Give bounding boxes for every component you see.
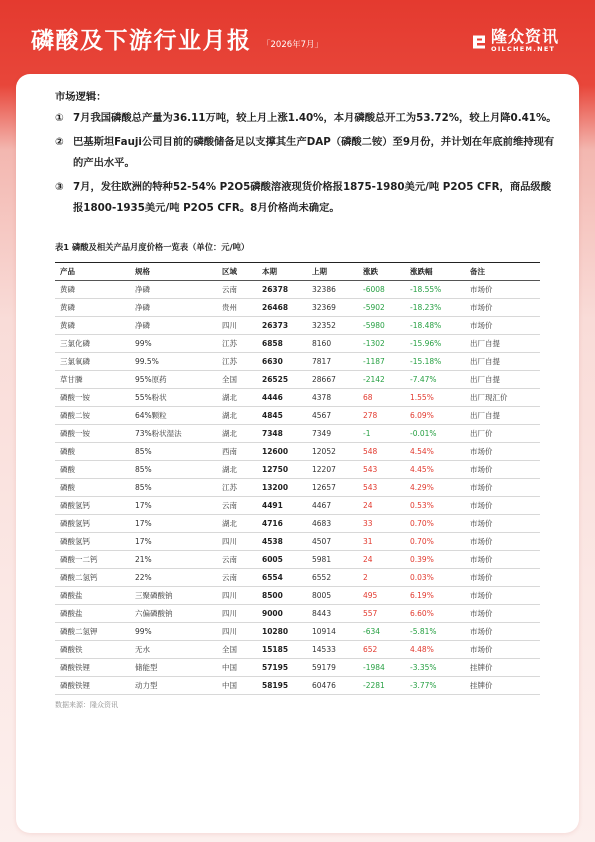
cell-current: 26373 [257, 317, 307, 335]
cell-change: 68 [358, 389, 405, 407]
cell-change: 33 [358, 515, 405, 533]
cell-previous: 14533 [307, 641, 358, 659]
cell-change: 24 [358, 497, 405, 515]
cell-previous: 12207 [307, 461, 358, 479]
cell-region: 云南 [217, 497, 257, 515]
cell-current: 26378 [257, 281, 307, 299]
column-header-change-pct: 涨跌幅 [405, 263, 465, 281]
cell-region: 贵州 [217, 299, 257, 317]
cell-region: 云南 [217, 551, 257, 569]
cell-note: 市场价 [465, 443, 540, 461]
cell-spec: 储能型 [130, 659, 217, 677]
cell-change-pct: 6.09% [405, 407, 465, 425]
cell-note: 市场价 [465, 479, 540, 497]
column-header-product: 产品 [55, 263, 130, 281]
cell-note: 市场价 [465, 551, 540, 569]
cell-note: 出厂自提 [465, 353, 540, 371]
cell-previous: 8160 [307, 335, 358, 353]
cell-spec: 净磷 [130, 281, 217, 299]
cell-current: 57195 [257, 659, 307, 677]
report-title: 磷酸及下游行业月报 [31, 28, 252, 54]
cell-change-pct: -7.47% [405, 371, 465, 389]
table-row [55, 497, 540, 515]
table-row [55, 443, 540, 461]
cell-spec: 85% [130, 479, 217, 497]
cell-region: 湖北 [217, 389, 257, 407]
cell-spec: 净磷 [130, 317, 217, 335]
cell-spec: 85% [130, 443, 217, 461]
cell-spec: 动力型 [130, 677, 217, 695]
cell-current: 12600 [257, 443, 307, 461]
cell-region: 四川 [217, 317, 257, 335]
table-caption: 表1 磷酸及相关产品月度价格一览表（单位：元/吨） [55, 242, 250, 252]
table-row [55, 623, 540, 641]
cell-product: 磷酸盐 [55, 587, 130, 605]
cell-region: 湖北 [217, 425, 257, 443]
cell-previous: 8005 [307, 587, 358, 605]
cell-change: -5902 [358, 299, 405, 317]
table-row [55, 479, 540, 497]
cell-previous: 12052 [307, 443, 358, 461]
cell-note: 市场价 [465, 533, 540, 551]
cell-region: 江苏 [217, 479, 257, 497]
market-logic-heading: 市场逻辑： [55, 91, 107, 103]
cell-spec: 99% [130, 335, 217, 353]
cell-spec: 净磷 [130, 299, 217, 317]
cell-product: 磷酸铁 [55, 641, 130, 659]
cell-note: 挂牌价 [465, 659, 540, 677]
table-row [55, 461, 540, 479]
cell-change-pct: -3.35% [405, 659, 465, 677]
cell-current: 26468 [257, 299, 307, 317]
cell-change-pct: -3.77% [405, 677, 465, 695]
price-table-head [55, 263, 540, 281]
cell-current: 6630 [257, 353, 307, 371]
table-row [55, 299, 540, 317]
data-source: 数据来源：隆众资讯 [55, 701, 118, 709]
cell-note: 市场价 [465, 515, 540, 533]
cell-current: 6858 [257, 335, 307, 353]
cell-region: 西南 [217, 443, 257, 461]
cell-previous: 28667 [307, 371, 358, 389]
market-logic-item [55, 177, 561, 219]
cell-note: 市场价 [465, 623, 540, 641]
table-row [55, 641, 540, 659]
column-header-previous: 上期 [307, 263, 358, 281]
cell-region: 云南 [217, 569, 257, 587]
cell-change: -2142 [358, 371, 405, 389]
cell-product: 磷酸二铵 [55, 407, 130, 425]
cell-region: 全国 [217, 371, 257, 389]
table-row [55, 659, 540, 677]
cell-change: -1187 [358, 353, 405, 371]
cell-note: 出厂自提 [465, 371, 540, 389]
cell-change-pct: 0.70% [405, 515, 465, 533]
cell-change-pct: -18.23% [405, 299, 465, 317]
cell-product: 磷酸二氢钾 [55, 623, 130, 641]
cell-change-pct: -15.18% [405, 353, 465, 371]
cell-product: 三氯氧磷 [55, 353, 130, 371]
cell-spec: 六偏磷酸钠 [130, 605, 217, 623]
cell-spec: 三聚磷酸钠 [130, 587, 217, 605]
cell-change: 278 [358, 407, 405, 425]
cell-change: -634 [358, 623, 405, 641]
cell-spec: 55%粉状 [130, 389, 217, 407]
cell-product: 三氯化磷 [55, 335, 130, 353]
cell-product: 磷酸 [55, 461, 130, 479]
cell-current: 15185 [257, 641, 307, 659]
table-row [55, 533, 540, 551]
cell-note: 市场价 [465, 497, 540, 515]
cell-product: 磷酸一铵 [55, 425, 130, 443]
column-header-change: 涨跌 [358, 263, 405, 281]
cell-product: 磷酸氢钙 [55, 533, 130, 551]
item-text: 7月我国磷酸总产量为36.11万吨，较上月上涨1.40%，本月磷酸总开工为53.72%，较上月降0.41%。 [73, 112, 557, 124]
brand-logo [470, 29, 559, 54]
cell-region: 江苏 [217, 353, 257, 371]
cell-spec: 22% [130, 569, 217, 587]
cell-current: 10280 [257, 623, 307, 641]
cell-previous: 32369 [307, 299, 358, 317]
cell-note: 市场价 [465, 569, 540, 587]
cell-previous: 12657 [307, 479, 358, 497]
cell-previous: 59179 [307, 659, 358, 677]
price-table-body [55, 281, 540, 695]
cell-product: 磷酸氢钙 [55, 497, 130, 515]
cell-current: 6005 [257, 551, 307, 569]
table-row [55, 389, 540, 407]
cell-spec: 17% [130, 515, 217, 533]
cell-product: 草甘膦 [55, 371, 130, 389]
cell-change-pct: 0.70% [405, 533, 465, 551]
item-marker: ③ [55, 181, 64, 193]
table-row [55, 371, 540, 389]
cell-change-pct: -18.48% [405, 317, 465, 335]
cell-current: 4446 [257, 389, 307, 407]
cell-current: 26525 [257, 371, 307, 389]
cell-change: -5980 [358, 317, 405, 335]
column-header-spec: 规格 [130, 263, 217, 281]
cell-change-pct: 6.60% [405, 605, 465, 623]
cell-region: 江苏 [217, 335, 257, 353]
table-header-row [55, 263, 540, 281]
cell-previous: 4567 [307, 407, 358, 425]
cell-change-pct: 4.29% [405, 479, 465, 497]
table-row [55, 425, 540, 443]
cell-region: 四川 [217, 623, 257, 641]
table-row [55, 569, 540, 587]
item-text: 7月，发往欧洲的特种52-54% P2O5磷酸溶液现货价格报1875-1980美元/吨 P2O5 CFR，商品级酸报1800-1935美元/吨 P2O5 CFR。8月价格尚未确定。 [73, 181, 552, 214]
column-header-region: 区域 [217, 263, 257, 281]
cell-previous: 4467 [307, 497, 358, 515]
cell-change: -2281 [358, 677, 405, 695]
cell-product: 黄磷 [55, 317, 130, 335]
cell-current: 6554 [257, 569, 307, 587]
cell-spec: 无水 [130, 641, 217, 659]
item-marker: ① [55, 112, 64, 124]
cell-region: 中国 [217, 659, 257, 677]
cell-region: 湖北 [217, 515, 257, 533]
table-row [55, 317, 540, 335]
cell-spec: 21% [130, 551, 217, 569]
cell-spec: 17% [130, 497, 217, 515]
cell-previous: 8443 [307, 605, 358, 623]
cell-current: 9000 [257, 605, 307, 623]
cell-change-pct: 0.39% [405, 551, 465, 569]
cell-product: 磷酸一二钙 [55, 551, 130, 569]
table-row [55, 587, 540, 605]
cell-current: 4845 [257, 407, 307, 425]
cell-product: 磷酸铁锂 [55, 677, 130, 695]
cell-change: 548 [358, 443, 405, 461]
table-row [55, 677, 540, 695]
cell-note: 出厂价 [465, 425, 540, 443]
cell-spec: 17% [130, 533, 217, 551]
cell-product: 磷酸 [55, 479, 130, 497]
cell-product: 磷酸 [55, 443, 130, 461]
cell-previous: 32352 [307, 317, 358, 335]
table-row [55, 551, 540, 569]
cell-region: 全国 [217, 641, 257, 659]
logo-text [491, 29, 559, 54]
cell-previous: 6552 [307, 569, 358, 587]
cell-product: 磷酸一铵 [55, 389, 130, 407]
cell-spec: 85% [130, 461, 217, 479]
cell-current: 4538 [257, 533, 307, 551]
cell-product: 磷酸盐 [55, 605, 130, 623]
cell-change: 543 [358, 479, 405, 497]
column-header-note: 备注 [465, 263, 540, 281]
cell-product: 黄磷 [55, 299, 130, 317]
cell-change-pct: 4.54% [405, 443, 465, 461]
cell-current: 13200 [257, 479, 307, 497]
cell-spec: 99.5% [130, 353, 217, 371]
cell-change-pct: 4.48% [405, 641, 465, 659]
table-row [55, 353, 540, 371]
cell-current: 8500 [257, 587, 307, 605]
cell-previous: 7817 [307, 353, 358, 371]
cell-change: -1302 [358, 335, 405, 353]
cell-product: 磷酸氢钙 [55, 515, 130, 533]
cell-note: 出厂自提 [465, 335, 540, 353]
cell-change-pct: 6.19% [405, 587, 465, 605]
cell-change-pct: -18.55% [405, 281, 465, 299]
table-row [55, 605, 540, 623]
cell-change: -1984 [358, 659, 405, 677]
cell-product: 磷酸二氢钙 [55, 569, 130, 587]
cell-region: 四川 [217, 533, 257, 551]
cell-change: 31 [358, 533, 405, 551]
cell-region: 四川 [217, 587, 257, 605]
cell-previous: 5981 [307, 551, 358, 569]
cell-current: 12750 [257, 461, 307, 479]
cell-current: 4491 [257, 497, 307, 515]
cell-change: 652 [358, 641, 405, 659]
cell-note: 市场价 [465, 317, 540, 335]
cell-note: 市场价 [465, 281, 540, 299]
cell-product: 黄磷 [55, 281, 130, 299]
market-logic-item [55, 108, 561, 129]
item-text: 巴基斯坦Fauji公司目前的磷酸储备足以支撑其生产DAP（磷酸二铵）至9月份，并计划在年底前维持现有的产出水平。 [73, 136, 555, 169]
cell-spec: 73%粉状湿法 [130, 425, 217, 443]
logo-domain: OILCHEM.NET [491, 45, 556, 53]
report-period: 「2026年7月」 [262, 40, 324, 50]
table-row [55, 281, 540, 299]
cell-current: 4716 [257, 515, 307, 533]
cell-change: 495 [358, 587, 405, 605]
cell-change-pct: -5.81% [405, 623, 465, 641]
column-header-current: 本期 [257, 263, 307, 281]
cell-note: 市场价 [465, 605, 540, 623]
cell-change: 543 [358, 461, 405, 479]
logo-name: 隆众资讯 [491, 27, 560, 46]
cell-change-pct: -15.96% [405, 335, 465, 353]
cell-change-pct: 0.53% [405, 497, 465, 515]
cell-change: -1 [358, 425, 405, 443]
item-marker: ② [55, 136, 64, 148]
cell-spec: 95%原药 [130, 371, 217, 389]
cell-region: 中国 [217, 677, 257, 695]
cell-previous: 7349 [307, 425, 358, 443]
cell-note: 挂牌价 [465, 677, 540, 695]
cell-note: 出厂自提 [465, 407, 540, 425]
cell-note: 市场价 [465, 587, 540, 605]
oilchem-logo-icon [470, 33, 488, 51]
cell-region: 四川 [217, 605, 257, 623]
cell-change: -6008 [358, 281, 405, 299]
cell-change: 2 [358, 569, 405, 587]
cell-region: 湖北 [217, 407, 257, 425]
table-row [55, 515, 540, 533]
table-row [55, 335, 540, 353]
cell-previous: 10914 [307, 623, 358, 641]
cell-spec: 99% [130, 623, 217, 641]
cell-change: 24 [358, 551, 405, 569]
table-row [55, 407, 540, 425]
price-table [55, 262, 540, 695]
cell-note: 市场价 [465, 299, 540, 317]
cell-previous: 4378 [307, 389, 358, 407]
cell-previous: 4683 [307, 515, 358, 533]
cell-region: 湖北 [217, 461, 257, 479]
cell-current: 7348 [257, 425, 307, 443]
cell-previous: 60476 [307, 677, 358, 695]
cell-change-pct: -0.01% [405, 425, 465, 443]
market-logic-list [55, 108, 561, 222]
market-logic-item [55, 132, 561, 174]
cell-previous: 32386 [307, 281, 358, 299]
cell-change-pct: 4.45% [405, 461, 465, 479]
cell-product: 磷酸铁锂 [55, 659, 130, 677]
cell-spec: 64%颗粒 [130, 407, 217, 425]
cell-note: 市场价 [465, 641, 540, 659]
cell-note: 出厂现汇价 [465, 389, 540, 407]
cell-change-pct: 1.55% [405, 389, 465, 407]
cell-change-pct: 0.03% [405, 569, 465, 587]
cell-note: 市场价 [465, 461, 540, 479]
cell-region: 云南 [217, 281, 257, 299]
cell-current: 58195 [257, 677, 307, 695]
cell-change: 557 [358, 605, 405, 623]
cell-previous: 4507 [307, 533, 358, 551]
